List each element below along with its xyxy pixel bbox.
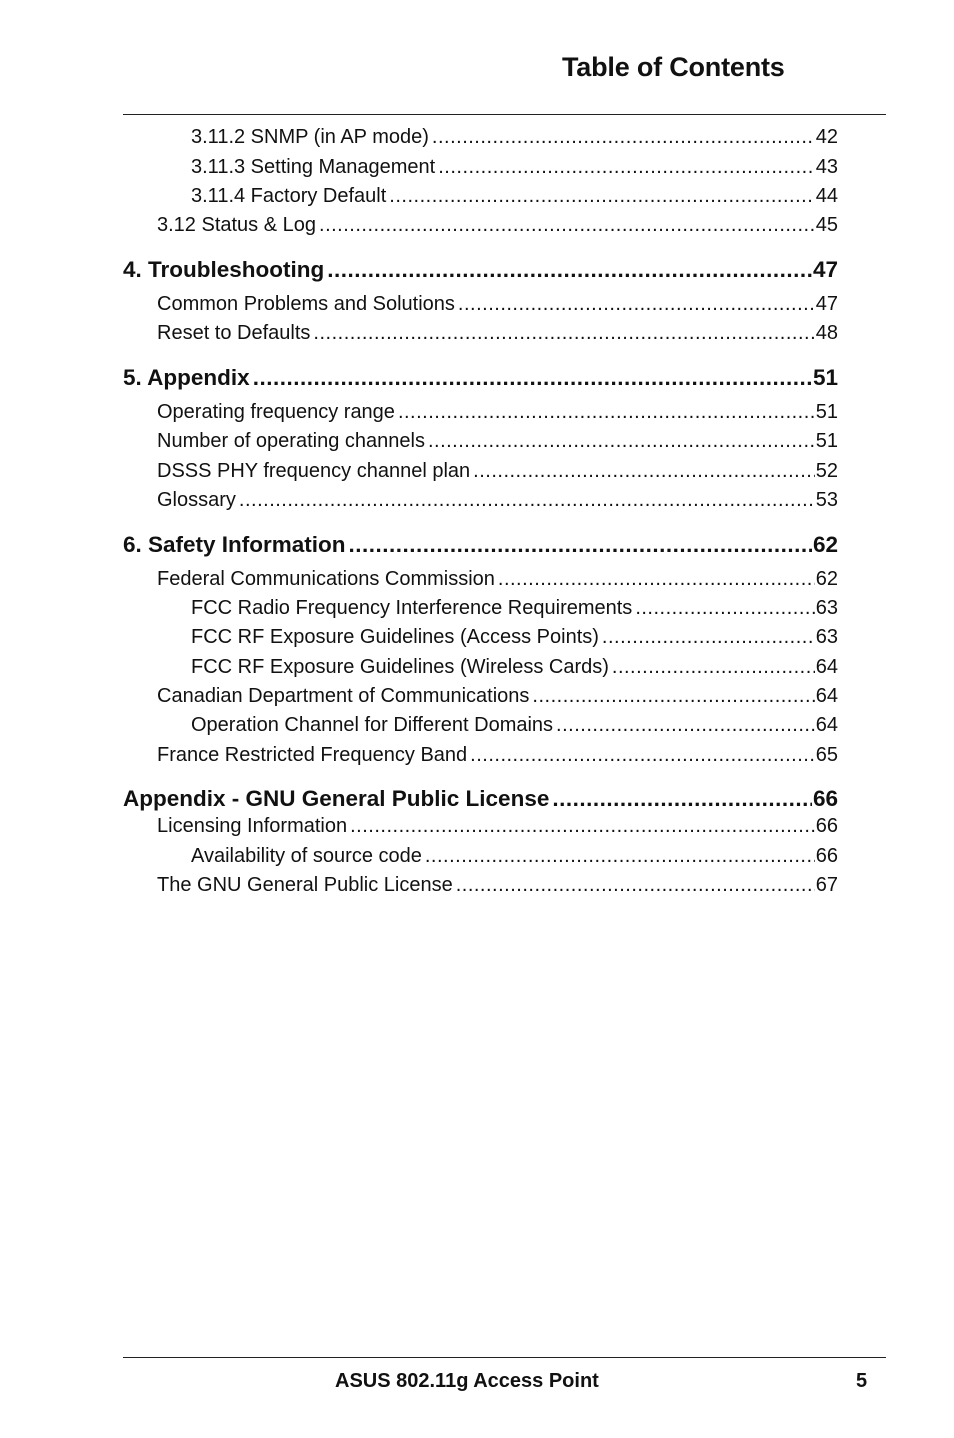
toc-entry-page: 67 — [815, 874, 838, 896]
toc-entry-title: Number of operating channels — [157, 430, 425, 452]
toc-entry — [123, 786, 838, 812]
toc-entry-page: 53 — [815, 489, 838, 511]
toc-entry-page: 66 — [815, 845, 838, 867]
toc-leader-dots — [327, 257, 812, 283]
toc-leader-dots — [349, 532, 812, 558]
toc-entry — [157, 430, 838, 453]
toc-entry — [123, 532, 838, 558]
footer-rule — [123, 1357, 886, 1358]
toc-entry — [191, 845, 838, 868]
toc-entry-page: 44 — [815, 185, 838, 207]
toc-entry-page: 66 — [815, 815, 838, 837]
toc-entry — [157, 293, 838, 316]
toc-entry — [123, 257, 838, 283]
toc-entry-title: 3.11.3 Setting Management — [191, 156, 436, 178]
toc-entry — [157, 815, 838, 838]
toc-entry — [157, 322, 838, 345]
toc-entry-title: Operating frequency range — [157, 401, 395, 423]
toc-leader-dots — [458, 293, 815, 316]
toc-entry-title: Canadian Department of Communications — [157, 685, 530, 707]
toc-entry-title: 3.12 Status & Log — [157, 214, 317, 236]
toc-entry-page: 63 — [815, 626, 838, 648]
toc-entry-page: 47 — [812, 257, 838, 282]
toc-entry-page: 48 — [815, 322, 838, 344]
toc-entry-title: France Restricted Frequency Band — [157, 744, 468, 766]
toc-leader-dots — [253, 365, 812, 391]
toc-leader-dots — [612, 656, 815, 679]
toc-leader-dots — [319, 214, 815, 237]
footer-title: ASUS 802.11g Access Point — [335, 1370, 599, 1392]
toc-entry — [191, 626, 838, 649]
toc-leader-dots — [313, 322, 814, 345]
toc-entry — [191, 714, 838, 737]
toc-entry-page: 52 — [815, 460, 838, 482]
toc-entry-title: Federal Communications Commission — [157, 568, 495, 590]
toc-leader-dots — [425, 845, 815, 868]
footer-page-number: 5 — [856, 1370, 868, 1392]
toc-leader-dots — [556, 714, 815, 737]
toc-entry-title: 5. Appendix — [123, 365, 250, 390]
toc-entry — [123, 365, 838, 391]
toc-entry-title: Reset to Defaults — [157, 322, 311, 344]
toc-leader-dots — [532, 685, 814, 708]
toc-leader-dots — [473, 460, 815, 483]
toc-entry-page: 47 — [815, 293, 838, 315]
toc-entry — [157, 460, 838, 483]
toc-entry-page: 62 — [815, 568, 838, 590]
toc-entry — [157, 214, 838, 237]
toc-leader-dots — [389, 185, 814, 208]
toc-entry — [191, 185, 838, 208]
toc-entry — [157, 874, 838, 897]
toc-entry-title: Glossary — [157, 489, 236, 511]
toc-entry — [191, 597, 838, 620]
toc-entry-page: 64 — [815, 685, 838, 707]
toc-leader-dots — [239, 489, 815, 512]
toc-leader-dots — [602, 626, 815, 649]
toc-entry — [157, 489, 838, 512]
toc-entry-title: DSSS PHY frequency channel plan — [157, 460, 471, 482]
toc-entry-page: 43 — [815, 156, 838, 178]
toc-leader-dots — [398, 401, 815, 424]
toc-entry-page: 62 — [812, 532, 838, 557]
toc-leader-dots — [432, 126, 815, 149]
toc-entry-title: 3.11.4 Factory Default — [191, 185, 387, 207]
toc-entry — [191, 156, 838, 179]
toc-entry-page: 51 — [815, 430, 838, 452]
toc-leader-dots — [428, 430, 815, 453]
toc-entry-title: Operation Channel for Different Domains — [191, 714, 554, 736]
toc-leader-dots — [498, 568, 815, 591]
toc-entry-title: FCC RF Exposure Guidelines (Wireless Cards) — [191, 656, 609, 678]
toc-entry — [191, 126, 838, 149]
toc-entry-page: 66 — [812, 786, 838, 811]
toc-entry-page: 42 — [815, 126, 838, 148]
toc-entry-page: 65 — [815, 744, 838, 766]
toc-entry-title: 4. Troubleshooting — [123, 257, 325, 282]
toc-leader-dots — [470, 744, 815, 767]
toc-entry-title: The GNU General Public License — [157, 874, 453, 896]
toc-entry — [157, 401, 838, 424]
toc-entry-title: 6. Safety Information — [123, 532, 346, 557]
toc-entry-page: 51 — [815, 401, 838, 423]
header-rule — [123, 114, 886, 115]
toc-entry — [157, 685, 838, 708]
toc-entry — [191, 656, 838, 679]
toc-entry-page: 45 — [815, 214, 838, 236]
toc-entry-page: 64 — [815, 714, 838, 736]
toc-entry-title: Availability of source code — [191, 845, 422, 867]
page-title: Table of Contents — [562, 52, 785, 82]
toc-entry-title: 3.11.2 SNMP (in AP mode) — [191, 126, 429, 148]
toc-entry-title: Common Problems and Solutions — [157, 293, 455, 315]
toc-entry — [157, 568, 838, 591]
toc-leader-dots — [350, 815, 815, 838]
toc-entry-title: FCC Radio Frequency Interference Requirements — [191, 597, 633, 619]
toc-entry-title: Appendix - GNU General Public License — [123, 786, 550, 811]
toc-entry-title: Licensing Information — [157, 815, 348, 837]
toc-entry — [157, 744, 838, 767]
toc-entry-page: 64 — [815, 656, 838, 678]
toc-entry-title: FCC RF Exposure Guidelines (Access Points) — [191, 626, 599, 648]
toc-leader-dots — [456, 874, 815, 897]
toc-leader-dots — [552, 786, 812, 812]
toc-entry-page: 51 — [812, 365, 838, 390]
toc-leader-dots — [438, 156, 815, 179]
toc-entry-page: 63 — [815, 597, 838, 619]
toc-leader-dots — [635, 597, 814, 620]
